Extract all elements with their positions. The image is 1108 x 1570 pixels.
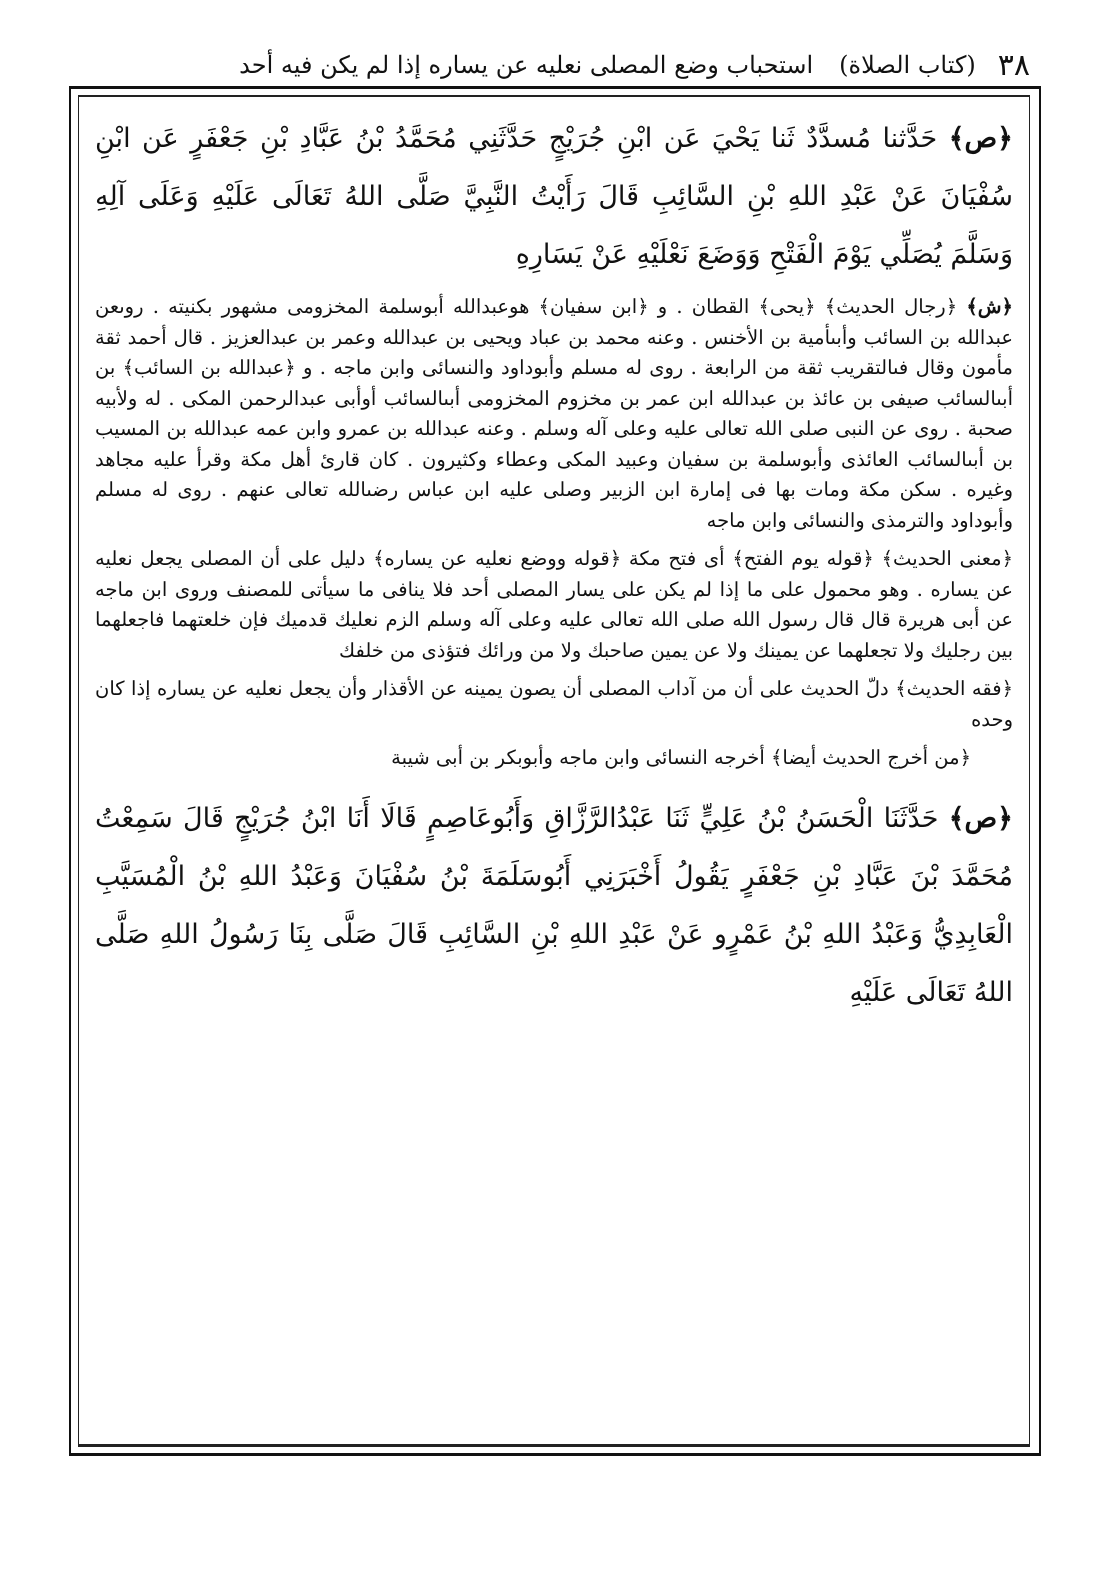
hadith-1-text: حَدَّثنا مُسدَّدٌ ثَنا يَحْيَ عَن ابْنِ جُرَيْجٍ حَدَّثَنِي مُحَمَّدُ بْنُ عَبَّادِ بْنِ جَعْفَرٍ عَن ابْنِ سُفْيَانَ عَنْ عَبْدِ اللهِ بْنِ السَّائِبِ قَالَ رَأَيْتُ النَّبِيَّ صَلَّى اللهُ تَعَالَى عَلَيْهِ وَعَلَى آلِهِ وَسَلَّمَ يُصَلِّي يَوْمَ الْفَتْحِ وَوَضَعَ نَعْلَيْهِ عَنْ يَسَارِهِ <box>95 123 1013 270</box>
book-title: (كتاب الصلاة) <box>839 51 976 79</box>
hadith-1 <box>95 110 1013 284</box>
fiqh-paragraph <box>95 674 1013 735</box>
sharh-marker: ﴿ش﴾ <box>966 295 1013 318</box>
maana-paragraph <box>95 544 1013 666</box>
sharh-text: ﴿يحى﴾ القطان . و ﴿ابن سفيان﴾ هوعبدالله أبوسلمة المخزومى مشهور بكنيته . روىعن عبدالله بن السائب وأبىأمية بن الأخنس . وعنه محمد بن عباد ويحيى بن عبدالله وعمر بن عبدالعزيز . قال أحمد ثقة مأمون وقال فىالتقريب ثقة من الرابعة . روى له مسلم وأبوداود والنسائى وابن ماجه . و ﴿عبدالله بن السائب﴾ بن أبىالسائب صيفى بن عائذ بن عبدالله ابن عمر بن مخزوم المخزومى أبىالسائب أوأبى عبدالرحمن المكى . له ولأبيه صحبة . روى عن النبى صلى الله تعالى عليه وعلى آله وسلم . وعنه عبدالله بن عمرو وابن عمه عبدالله بن المسيب بن أبىالسائب العائذى وأبوسلمة بن سفيان وعبيد المكى وعطاء وكثيرون . كان قارئ أهل مكة وقرأ عليه مجاهد وغيره . سكن مكة ومات بها فى إمارة ابن الزبير وصلى عليه ابن عباس رضىالله تعالى عنهم . روى له مسلم وأبوداود والترمذى والنسائى وابن ماجه <box>95 295 1013 532</box>
section-title: استحباب وضع المصلى نعليه عن يساره إذا لم يكن فيه أحد <box>239 51 814 79</box>
page-body <box>95 110 1013 1022</box>
takhrij-heading: ﴿من أخرج الحديث أيضا﴾ <box>770 746 971 769</box>
fiqh-text: دلّ الحديث على أن من آداب المصلى أن يصون يمينه عن الأقذار وأن يجعل نعليه عن يساره إذا كان وحده <box>95 677 1013 731</box>
takhrij-text: أخرجه النسائى وابن ماجه وأبوبكر بن أبى شيبة <box>391 746 765 769</box>
sharh-heading: ﴿رجال الحديث﴾ <box>824 295 958 318</box>
maana-heading: ﴿معنى الحديث﴾ <box>881 547 1014 570</box>
hadith-1-marker: ﴿ص﴾ <box>948 123 1013 154</box>
hadith-2 <box>95 790 1013 1022</box>
fiqh-heading: ﴿فقه الحديث﴾ <box>895 677 1013 700</box>
hadith-2-marker: ﴿ص﴾ <box>948 802 1013 834</box>
page-header <box>70 40 1040 90</box>
hadith-2-text: حَدَّثَنَا الْحَسَنُ بْنُ عَلِيٍّ ثَنَا عَبْدُالرَّزَّاقِ وَأَبُوعَاصِمٍ قَالَا أَنَا ابْنُ جُرَيْجٍ قَالَ سَمِعْتُ مُحَمَّدَ بْنَ عَبَّادِ بْنِ جَعْفَرٍ يَقُولُ أَخْبَرَنِي أَبُوسَلَمَةَ بْنُ سُفْيَانَ وَعَبْدُ اللهِ بْنُ الْمُسَيَّبِ الْعَابِدِيُّ وَعَبْدُ اللهِ بْنُ عَمْرٍو عَنْ عَبْدِ اللهِ بْنِ السَّائِبِ قَالَ صَلَّى بِنَا رَسُولُ اللهِ صَلَّى اللهُ تَعَالَى عَلَيْهِ <box>95 802 1013 1008</box>
page-number: ٣٨ <box>997 47 1030 83</box>
sharh-paragraph <box>95 292 1013 536</box>
maana-text: ﴿قوله يوم الفتح﴾ أى فتح مكة ﴿قوله ووضع نعليه عن يساره﴾ دليل على أن المصلى يجعل نعليه عن يساره . وهو محمول على ما إذا لم يكن على يسار المصلى أحد فلا ينافى ما سيأتى للمصنف وروى ابن ماجه عن أبى هريرة قال قال رسول الله صلى الله تعالى عليه وعلى آله وسلم الزم نعليك قدميك فإن خلعتهما فاجعلهما بين رجليك ولا تجعلهما عن يمينك ولا عن يمين صاحبك ولا من ورائك فتؤذى من خلفك <box>95 547 1013 662</box>
takhrij-paragraph <box>95 743 1013 774</box>
